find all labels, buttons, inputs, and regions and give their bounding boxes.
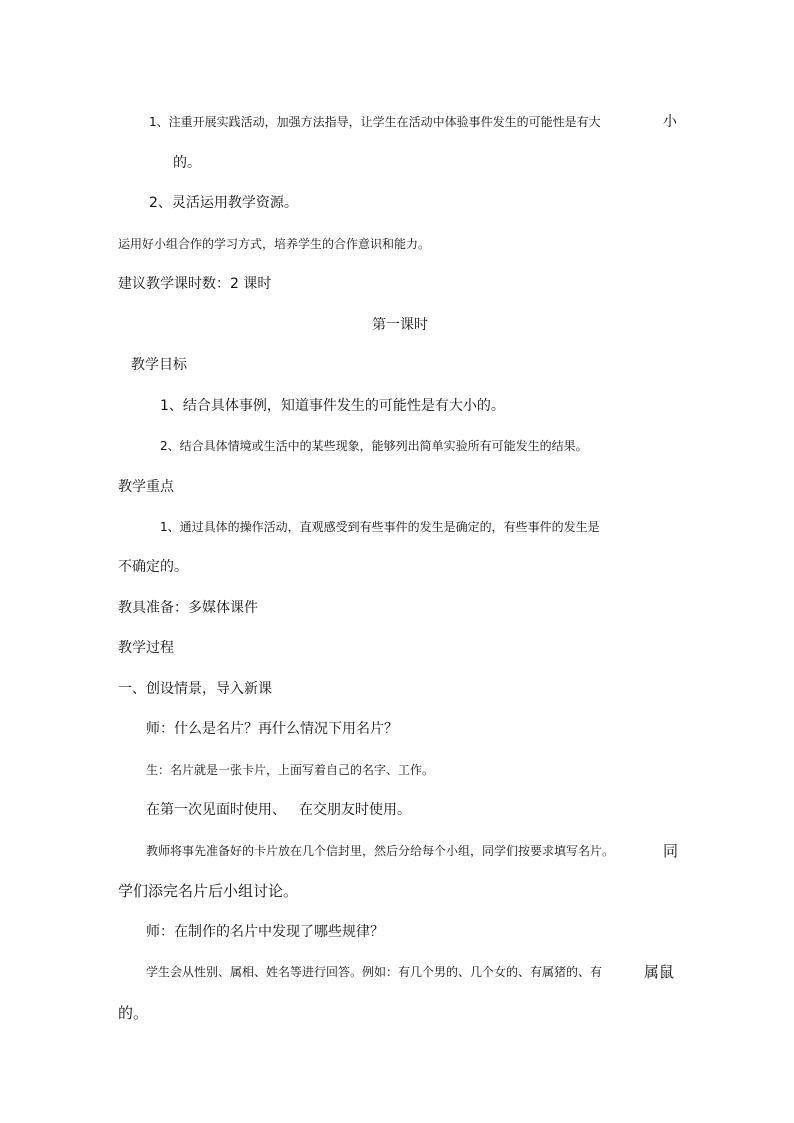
text-line: 2、结合具体情境或生活中的某些现象，能够列出简单实验所有可能发生的结果。 [160,439,588,453]
heading: 教学过程 [118,640,174,656]
text-line: 运用好小组合作的学习方式，培养学生的合作意识和能力。 [118,237,431,251]
text-line: 的。 [173,155,201,171]
text-line: 属鼠 [644,963,675,981]
text-line: 1、注重开展实践活动，加强方法指导，让学生在活动中体验事件发生的可能性是有大 [149,115,601,129]
text-line: 1、结合具体事例，知道事件发生的可能性是有大小的。 [160,398,505,414]
text-line: 1、通过具体的操作活动，直观感受到有些事件的发生是确定的，有些事件的发生是 [160,520,600,534]
text-line: 师：什么是名片？再什么情况下用名片？ [146,721,398,737]
heading: 一、创设情景，导入新课 [118,681,272,697]
text-line: 教具准备：多媒体课件 [118,600,258,616]
text-line: 学生会从性别、属相、姓名等进行回答。例如：有几个男的、几个女的、有属猪的、有 [146,965,603,979]
text-line: 生：名片就是一张卡片，上面写着自己的名字、工作。 [146,763,435,777]
text-line: 的。 [118,1004,149,1022]
text-line: 在第一次见面时使用、 [146,802,286,818]
text-line: 教师将事先准备好的卡片放在几个信封里，然后分给每个小组，同学们按要求填写名片。 [146,844,615,858]
text-line: 小 [663,114,677,130]
text-line: 2、灵活运用教学资源。 [149,195,298,211]
text-line: 不确定的。 [118,559,188,575]
text-line: 学们添完名片后小组讨论。 [118,882,299,900]
heading: 教学重点 [118,479,174,495]
section-title: 第一课时 [372,317,428,333]
text-line: 同 [663,842,679,860]
text-line: 师：在制作的名片中发现了哪些规律？ [146,924,384,940]
text-line: 建议教学课时数：2 课时 [118,276,272,292]
heading: 教学目标 [131,357,187,373]
text-line: 在交朋友时使用。 [299,802,411,818]
